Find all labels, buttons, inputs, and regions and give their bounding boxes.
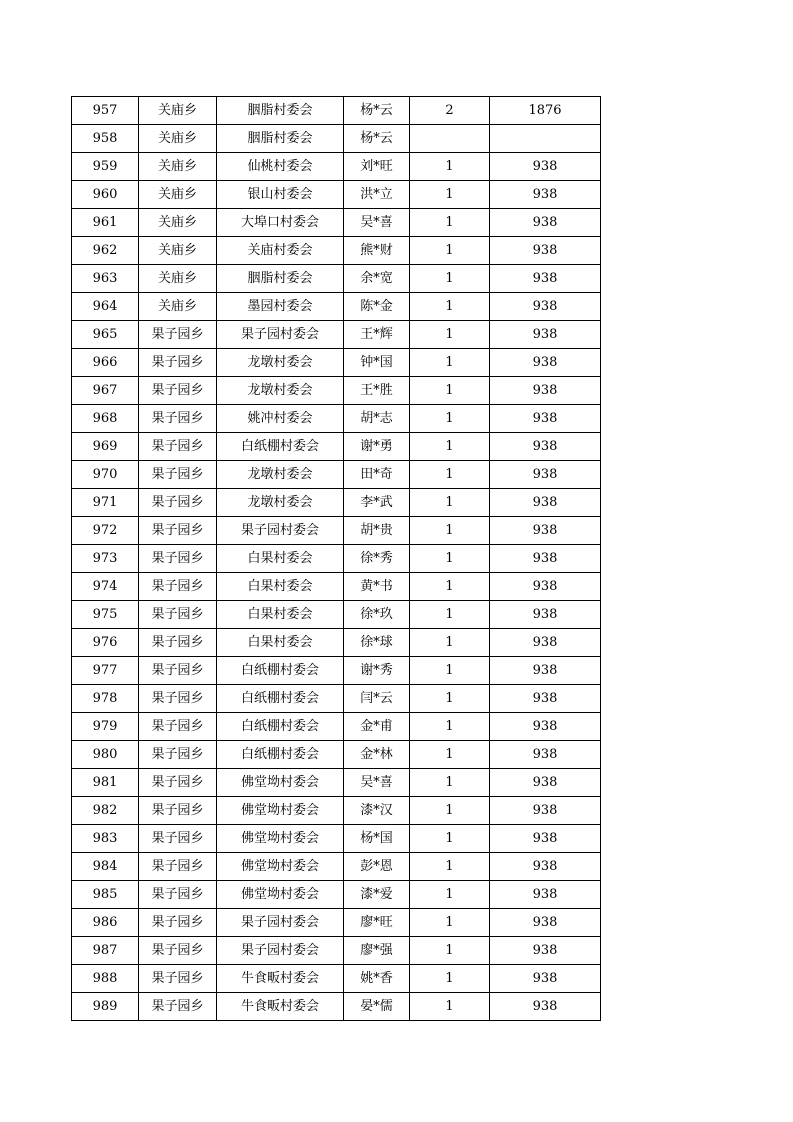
cell-name: 金*甫: [344, 713, 410, 741]
cell-township: 果子园乡: [139, 433, 217, 461]
cell-name: 刘*旺: [344, 153, 410, 181]
cell-count: 1: [410, 209, 490, 237]
cell-amount: 938: [490, 461, 601, 489]
table-row: [72, 517, 601, 545]
cell-amount: 938: [490, 741, 601, 769]
cell-township: 果子园乡: [139, 881, 217, 909]
cell-village: 白纸棚村委会: [217, 741, 344, 769]
cell-township: 果子园乡: [139, 601, 217, 629]
table-row: [72, 265, 601, 293]
table-row: [72, 825, 601, 853]
cell-count: 1: [410, 825, 490, 853]
cell-name: 闫*云: [344, 685, 410, 713]
cell-township: 果子园乡: [139, 713, 217, 741]
cell-number: 969: [72, 433, 139, 461]
cell-amount: 938: [490, 629, 601, 657]
cell-number: 978: [72, 685, 139, 713]
cell-name: 姚*香: [344, 965, 410, 993]
cell-amount: 938: [490, 153, 601, 181]
cell-number: 984: [72, 853, 139, 881]
cell-name: 彭*恩: [344, 853, 410, 881]
cell-count: 1: [410, 881, 490, 909]
cell-amount: 1876: [490, 97, 601, 125]
cell-name: 王*胜: [344, 377, 410, 405]
cell-village: 胭脂村委会: [217, 265, 344, 293]
cell-name: 徐*球: [344, 629, 410, 657]
cell-name: 杨*云: [344, 97, 410, 125]
table-row: [72, 909, 601, 937]
cell-village: 仙桃村委会: [217, 153, 344, 181]
cell-name: 黄*书: [344, 573, 410, 601]
cell-number: 982: [72, 797, 139, 825]
cell-village: 佛堂坳村委会: [217, 769, 344, 797]
cell-count: 1: [410, 545, 490, 573]
table-row: [72, 181, 601, 209]
cell-amount: 938: [490, 517, 601, 545]
table-row: [72, 237, 601, 265]
table-row: [72, 461, 601, 489]
cell-number: 976: [72, 629, 139, 657]
cell-name: 陈*金: [344, 293, 410, 321]
cell-amount: 938: [490, 405, 601, 433]
cell-number: 974: [72, 573, 139, 601]
table-row: [72, 153, 601, 181]
table-row: [72, 405, 601, 433]
cell-village: 白纸棚村委会: [217, 657, 344, 685]
cell-number: 965: [72, 321, 139, 349]
table-row: [72, 993, 601, 1021]
cell-count: 1: [410, 349, 490, 377]
cell-count: 1: [410, 237, 490, 265]
cell-number: 987: [72, 937, 139, 965]
cell-number: 964: [72, 293, 139, 321]
cell-amount: 938: [490, 881, 601, 909]
table-row: [72, 741, 601, 769]
cell-count: 1: [410, 433, 490, 461]
cell-count: 1: [410, 713, 490, 741]
table-row: [72, 685, 601, 713]
cell-number: 970: [72, 461, 139, 489]
cell-number: 979: [72, 713, 139, 741]
cell-number: 959: [72, 153, 139, 181]
table-row: [72, 573, 601, 601]
cell-count: 1: [410, 489, 490, 517]
cell-township: 果子园乡: [139, 321, 217, 349]
cell-count: 1: [410, 937, 490, 965]
cell-number: 967: [72, 377, 139, 405]
cell-amount: 938: [490, 321, 601, 349]
table-row: [72, 713, 601, 741]
cell-amount: 938: [490, 657, 601, 685]
cell-name: 廖*强: [344, 937, 410, 965]
cell-village: 白果村委会: [217, 573, 344, 601]
table-row: [72, 937, 601, 965]
cell-amount: 938: [490, 601, 601, 629]
cell-township: 果子园乡: [139, 685, 217, 713]
cell-village: 佛堂坳村委会: [217, 797, 344, 825]
cell-amount: 938: [490, 349, 601, 377]
cell-amount: 938: [490, 797, 601, 825]
cell-name: 徐*秀: [344, 545, 410, 573]
cell-name: 李*武: [344, 489, 410, 517]
cell-village: 胭脂村委会: [217, 97, 344, 125]
cell-village: 龙墩村委会: [217, 349, 344, 377]
cell-number: 961: [72, 209, 139, 237]
table-row: [72, 797, 601, 825]
table-row: [72, 545, 601, 573]
cell-number: 983: [72, 825, 139, 853]
cell-name: 谢*秀: [344, 657, 410, 685]
table-row: [72, 965, 601, 993]
cell-number: 971: [72, 489, 139, 517]
cell-village: 白果村委会: [217, 545, 344, 573]
table-row: [72, 377, 601, 405]
cell-name: 杨*云: [344, 125, 410, 153]
cell-amount: 938: [490, 769, 601, 797]
cell-count: 1: [410, 573, 490, 601]
cell-number: 958: [72, 125, 139, 153]
cell-amount: 938: [490, 545, 601, 573]
cell-name: 晏*儒: [344, 993, 410, 1021]
cell-name: 钟*国: [344, 349, 410, 377]
cell-count: 1: [410, 293, 490, 321]
cell-amount: 938: [490, 825, 601, 853]
table-row: [72, 489, 601, 517]
cell-amount: 938: [490, 685, 601, 713]
cell-village: 果子园村委会: [217, 517, 344, 545]
table-row: [72, 97, 601, 125]
cell-village: 白纸棚村委会: [217, 685, 344, 713]
cell-village: 龙墩村委会: [217, 489, 344, 517]
cell-village: 姚冲村委会: [217, 405, 344, 433]
cell-township: 关庙乡: [139, 125, 217, 153]
cell-name: 熊*财: [344, 237, 410, 265]
cell-village: 牛食畈村委会: [217, 965, 344, 993]
cell-number: 972: [72, 517, 139, 545]
table-row: [72, 321, 601, 349]
cell-number: 985: [72, 881, 139, 909]
cell-amount: [490, 125, 601, 153]
cell-amount: 938: [490, 573, 601, 601]
cell-amount: 938: [490, 489, 601, 517]
cell-name: 廖*旺: [344, 909, 410, 937]
cell-name: 胡*志: [344, 405, 410, 433]
cell-count: 1: [410, 965, 490, 993]
cell-number: 980: [72, 741, 139, 769]
cell-amount: 938: [490, 909, 601, 937]
cell-amount: 938: [490, 181, 601, 209]
cell-number: 986: [72, 909, 139, 937]
cell-township: 果子园乡: [139, 629, 217, 657]
cell-name: 谢*勇: [344, 433, 410, 461]
cell-township: 果子园乡: [139, 937, 217, 965]
table-row: [72, 125, 601, 153]
cell-township: 果子园乡: [139, 825, 217, 853]
cell-count: 1: [410, 909, 490, 937]
cell-village: 龙墩村委会: [217, 461, 344, 489]
table-row: [72, 881, 601, 909]
cell-village: 果子园村委会: [217, 321, 344, 349]
table-row: [72, 853, 601, 881]
cell-count: 1: [410, 657, 490, 685]
cell-count: 1: [410, 601, 490, 629]
table-row: [72, 433, 601, 461]
table-row: [72, 769, 601, 797]
cell-village: 大埠口村委会: [217, 209, 344, 237]
cell-amount: 938: [490, 377, 601, 405]
cell-name: 吴*喜: [344, 209, 410, 237]
cell-township: 果子园乡: [139, 853, 217, 881]
cell-township: 果子园乡: [139, 545, 217, 573]
table-body: [72, 97, 601, 1021]
table-row: [72, 293, 601, 321]
cell-count: 1: [410, 741, 490, 769]
cell-number: 973: [72, 545, 139, 573]
cell-count: 1: [410, 405, 490, 433]
table-row: [72, 349, 601, 377]
cell-count: 1: [410, 769, 490, 797]
cell-number: 966: [72, 349, 139, 377]
cell-amount: 938: [490, 293, 601, 321]
cell-township: 果子园乡: [139, 965, 217, 993]
cell-name: 余*宽: [344, 265, 410, 293]
cell-number: 977: [72, 657, 139, 685]
cell-township: 果子园乡: [139, 993, 217, 1021]
cell-number: 988: [72, 965, 139, 993]
cell-township: 果子园乡: [139, 489, 217, 517]
cell-count: 1: [410, 377, 490, 405]
cell-amount: 938: [490, 237, 601, 265]
cell-number: 960: [72, 181, 139, 209]
cell-number: 975: [72, 601, 139, 629]
cell-village: 胭脂村委会: [217, 125, 344, 153]
cell-name: 杨*国: [344, 825, 410, 853]
cell-count: 1: [410, 685, 490, 713]
cell-amount: 938: [490, 937, 601, 965]
cell-village: 白纸棚村委会: [217, 713, 344, 741]
cell-township: 果子园乡: [139, 517, 217, 545]
cell-name: 胡*贵: [344, 517, 410, 545]
cell-amount: 938: [490, 713, 601, 741]
cell-amount: 938: [490, 993, 601, 1021]
cell-name: 田*奇: [344, 461, 410, 489]
cell-township: 关庙乡: [139, 181, 217, 209]
cell-number: 957: [72, 97, 139, 125]
cell-village: 墨园村委会: [217, 293, 344, 321]
cell-count: 1: [410, 153, 490, 181]
cell-village: 果子园村委会: [217, 909, 344, 937]
table-row: [72, 657, 601, 685]
data-table: [71, 96, 601, 1021]
cell-amount: 938: [490, 265, 601, 293]
cell-township: 果子园乡: [139, 377, 217, 405]
cell-name: 徐*玖: [344, 601, 410, 629]
cell-township: 果子园乡: [139, 741, 217, 769]
table-row: [72, 209, 601, 237]
cell-number: 962: [72, 237, 139, 265]
cell-village: 白纸棚村委会: [217, 433, 344, 461]
cell-village: 佛堂坳村委会: [217, 853, 344, 881]
cell-name: 漆*爱: [344, 881, 410, 909]
cell-count: 1: [410, 993, 490, 1021]
cell-township: 果子园乡: [139, 573, 217, 601]
table-row: [72, 629, 601, 657]
cell-village: 银山村委会: [217, 181, 344, 209]
cell-amount: 938: [490, 433, 601, 461]
cell-number: 981: [72, 769, 139, 797]
cell-count: 2: [410, 97, 490, 125]
cell-village: 果子园村委会: [217, 937, 344, 965]
cell-count: 1: [410, 265, 490, 293]
cell-township: 果子园乡: [139, 769, 217, 797]
cell-township: 关庙乡: [139, 153, 217, 181]
cell-count: 1: [410, 321, 490, 349]
cell-amount: 938: [490, 209, 601, 237]
cell-village: 关庙村委会: [217, 237, 344, 265]
cell-count: 1: [410, 181, 490, 209]
cell-township: 关庙乡: [139, 237, 217, 265]
cell-count: 1: [410, 517, 490, 545]
cell-village: 龙墩村委会: [217, 377, 344, 405]
cell-township: 关庙乡: [139, 209, 217, 237]
cell-name: 洪*立: [344, 181, 410, 209]
cell-name: 漆*汉: [344, 797, 410, 825]
cell-township: 关庙乡: [139, 293, 217, 321]
cell-township: 果子园乡: [139, 657, 217, 685]
cell-village: 白果村委会: [217, 601, 344, 629]
cell-name: 王*辉: [344, 321, 410, 349]
cell-village: 白果村委会: [217, 629, 344, 657]
cell-township: 果子园乡: [139, 405, 217, 433]
cell-amount: 938: [490, 853, 601, 881]
cell-village: 佛堂坳村委会: [217, 825, 344, 853]
cell-number: 989: [72, 993, 139, 1021]
cell-count: 1: [410, 797, 490, 825]
cell-township: 关庙乡: [139, 97, 217, 125]
cell-count: 1: [410, 853, 490, 881]
cell-name: 吴*喜: [344, 769, 410, 797]
cell-number: 968: [72, 405, 139, 433]
cell-amount: 938: [490, 965, 601, 993]
cell-village: 佛堂坳村委会: [217, 881, 344, 909]
cell-village: 牛食畈村委会: [217, 993, 344, 1021]
cell-count: 1: [410, 461, 490, 489]
cell-township: 果子园乡: [139, 797, 217, 825]
cell-count: 1: [410, 629, 490, 657]
cell-township: 关庙乡: [139, 265, 217, 293]
cell-township: 果子园乡: [139, 349, 217, 377]
table-row: [72, 601, 601, 629]
cell-name: 金*林: [344, 741, 410, 769]
cell-township: 果子园乡: [139, 909, 217, 937]
cell-count: [410, 125, 490, 153]
cell-township: 果子园乡: [139, 461, 217, 489]
cell-number: 963: [72, 265, 139, 293]
